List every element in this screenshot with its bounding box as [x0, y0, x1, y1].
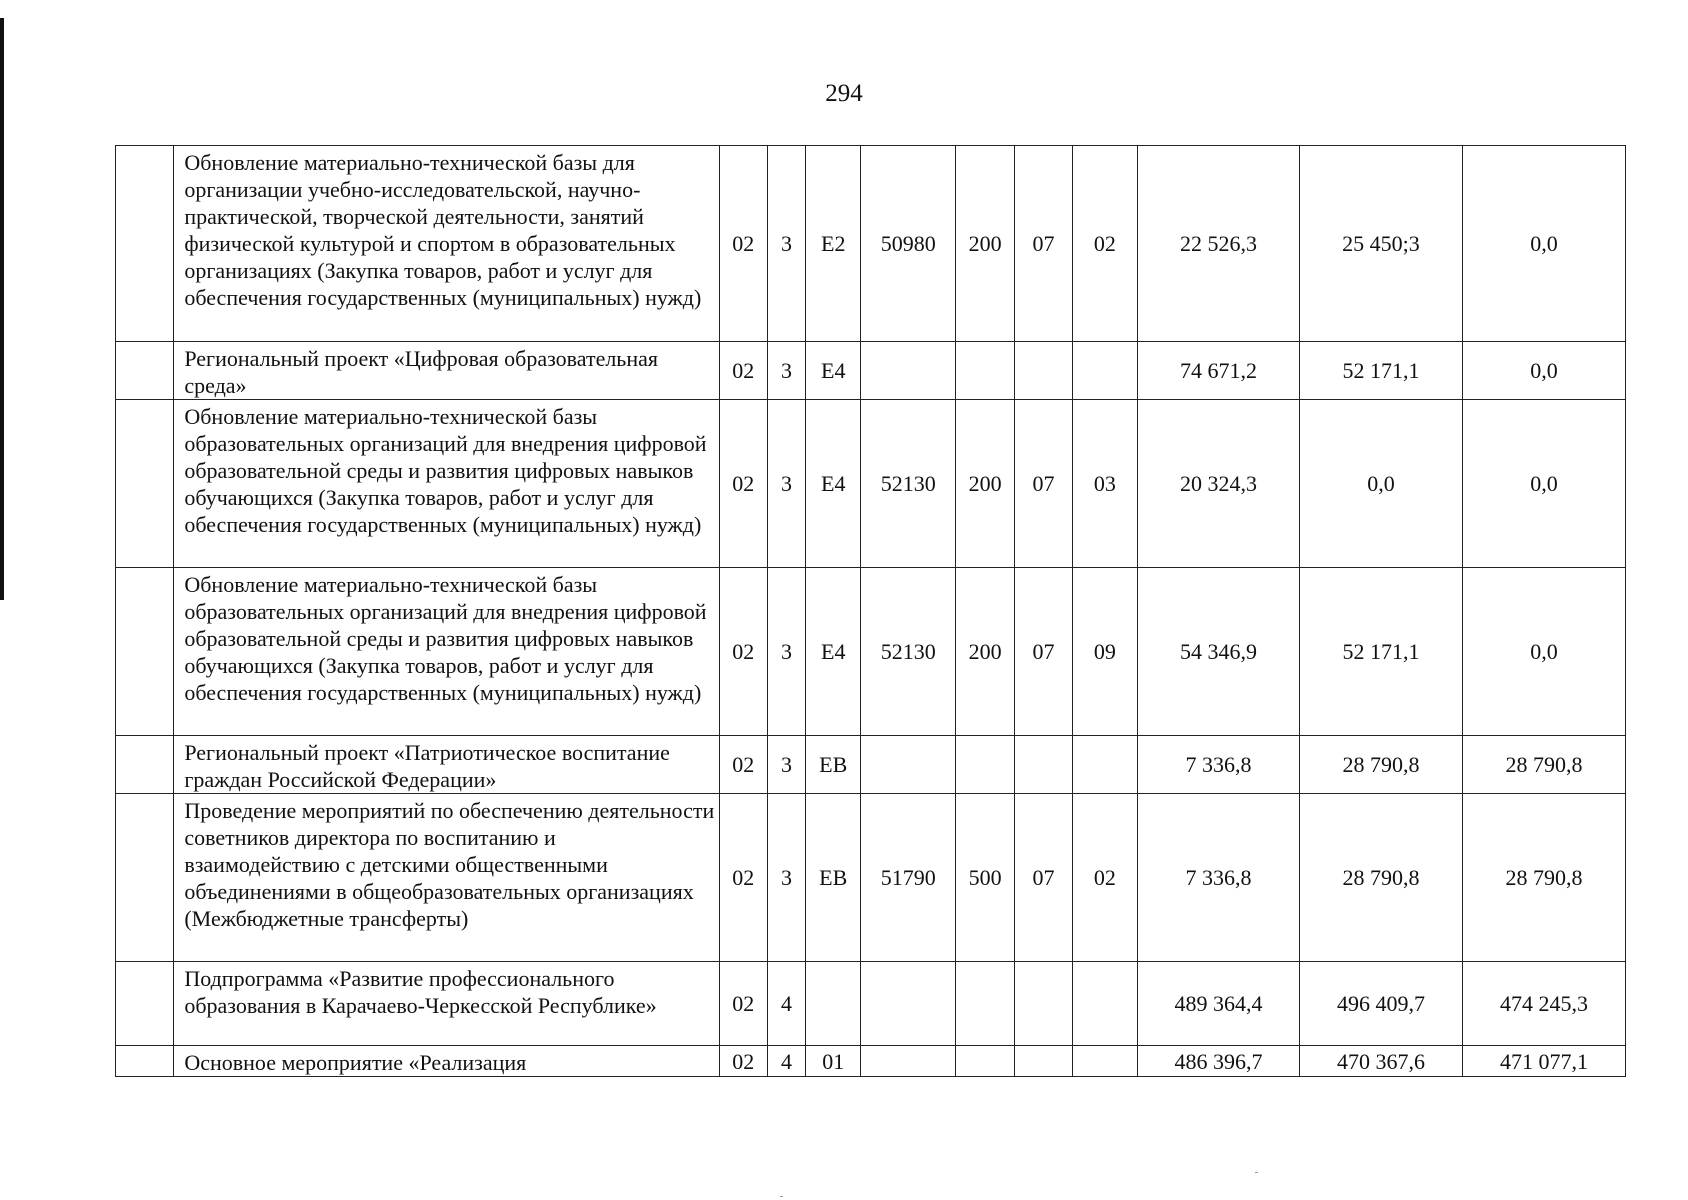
direction-code: [861, 1046, 956, 1077]
row-description: Обновление материально-технической базы для организации учебно-исследовательской, научно-практической, творческой деятельности, занятий физической культурой и спортом в образовательных организациях (Закупка товаров, работ и услуг для обеспечения государственных (муниципальных) нужд): [174, 146, 719, 342]
program-code: 02: [719, 342, 767, 400]
section-code: [1015, 962, 1072, 1046]
row-number-cell: [116, 794, 174, 962]
amount-year-3: 0,0: [1462, 342, 1625, 400]
project-code: E2: [806, 146, 861, 342]
expense-type-code: 200: [955, 146, 1014, 342]
amount-year-2: 470 367,6: [1299, 1046, 1462, 1077]
table-row: [116, 342, 1626, 400]
amount-year-3: 471 077,1: [1462, 1046, 1625, 1077]
direction-code: [861, 342, 956, 400]
row-number-cell: [116, 400, 174, 568]
subsection-code: 02: [1072, 146, 1137, 342]
project-code: [806, 962, 861, 1046]
row-number-cell: [116, 146, 174, 342]
row-number-cell: [116, 342, 174, 400]
expense-type-code: 500: [955, 794, 1014, 962]
subprogram-code: 3: [767, 342, 805, 400]
program-code: 02: [719, 146, 767, 342]
amount-year-2: 52 171,1: [1299, 342, 1462, 400]
program-code: 02: [719, 794, 767, 962]
section-code: 07: [1015, 794, 1072, 962]
scan-speck: [1255, 1172, 1258, 1173]
row-description: Обновление материально-технической базы образовательных организаций для внедрения цифровой образовательной среды и развития цифровых навыков обучающихся (Закупка товаров, работ и услуг для обеспечения государственных (муниципальных) нужд): [174, 568, 719, 736]
amount-year-2: 0,0: [1299, 400, 1462, 568]
subprogram-code: 3: [767, 568, 805, 736]
amount-year-1: 54 346,9: [1138, 568, 1300, 736]
amount-year-3: 0,0: [1462, 146, 1625, 342]
amount-year-2: 28 790,8: [1299, 736, 1462, 794]
expense-type-code: [955, 736, 1014, 794]
direction-code: 50980: [861, 146, 956, 342]
row-description: Обновление материально-технической базы образовательных организаций для внедрения цифровой образовательной среды и развития цифровых навыков обучающихся (Закупка товаров, работ и услуг для обеспечения государственных (муниципальных) нужд): [174, 400, 719, 568]
subprogram-code: 3: [767, 736, 805, 794]
amount-year-1: 7 336,8: [1138, 736, 1300, 794]
amount-year-1: 7 336,8: [1138, 794, 1300, 962]
subsection-code: [1072, 1046, 1137, 1077]
subprogram-code: 4: [767, 1046, 805, 1077]
program-code: 02: [719, 736, 767, 794]
row-description: Проведение мероприятий по обеспечению деятельности советников директора по воспитанию и взаимодействию с детскими общественными объединениями в общеобразовательных организациях (Межбюджетные трансферты): [174, 794, 719, 962]
row-description: Региональный проект «Цифровая образовательная среда»: [174, 342, 719, 400]
amount-year-2: 28 790,8: [1299, 794, 1462, 962]
amount-year-1: 20 324,3: [1138, 400, 1300, 568]
scan-speck: [780, 1196, 783, 1197]
budget-table: [115, 145, 1626, 1077]
amount-year-3: 0,0: [1462, 568, 1625, 736]
project-code: E4: [806, 568, 861, 736]
program-code: 02: [719, 400, 767, 568]
subprogram-code: 3: [767, 400, 805, 568]
program-code: 02: [719, 568, 767, 736]
amount-year-1: 489 364,4: [1138, 962, 1300, 1046]
table-row: [116, 400, 1626, 568]
subsection-code: [1072, 342, 1137, 400]
amount-year-3: 28 790,8: [1462, 794, 1625, 962]
project-code: E4: [806, 342, 861, 400]
section-code: [1015, 736, 1072, 794]
expense-type-code: 200: [955, 568, 1014, 736]
section-code: [1015, 1046, 1072, 1077]
subsection-code: 02: [1072, 794, 1137, 962]
subprogram-code: 3: [767, 794, 805, 962]
amount-year-3: 474 245,3: [1462, 962, 1625, 1046]
amount-year-3: 0,0: [1462, 400, 1625, 568]
page-number: 294: [825, 80, 863, 107]
subsection-code: 09: [1072, 568, 1137, 736]
subsection-code: [1072, 962, 1137, 1046]
table-row: [116, 736, 1626, 794]
expense-type-code: [955, 342, 1014, 400]
row-number-cell: [116, 962, 174, 1046]
amount-year-2: 52 171,1: [1299, 568, 1462, 736]
table-row: [116, 962, 1626, 1046]
subprogram-code: 3: [767, 146, 805, 342]
section-code: 07: [1015, 146, 1072, 342]
program-code: 02: [719, 1046, 767, 1077]
section-code: 07: [1015, 400, 1072, 568]
direction-code: [861, 736, 956, 794]
table-row: [116, 794, 1626, 962]
subsection-code: 03: [1072, 400, 1137, 568]
subsection-code: [1072, 736, 1137, 794]
project-code: EB: [806, 794, 861, 962]
direction-code: 52130: [861, 568, 956, 736]
amount-year-1: 486 396,7: [1138, 1046, 1300, 1077]
table-row: [116, 1046, 1626, 1077]
row-number-cell: [116, 1046, 174, 1077]
subprogram-code: 4: [767, 962, 805, 1046]
row-number-cell: [116, 568, 174, 736]
amount-year-3: 28 790,8: [1462, 736, 1625, 794]
project-code: EB: [806, 736, 861, 794]
amount-year-1: 74 671,2: [1138, 342, 1300, 400]
direction-code: 52130: [861, 400, 956, 568]
expense-type-code: 200: [955, 400, 1014, 568]
program-code: 02: [719, 962, 767, 1046]
row-description: Основное мероприятие «Реализация: [174, 1046, 719, 1077]
amount-year-1: 22 526,3: [1138, 146, 1300, 342]
expense-type-code: [955, 1046, 1014, 1077]
section-code: [1015, 342, 1072, 400]
row-description: Подпрограмма «Развитие профессионального образования в Карачаево-Черкесской Республике»: [174, 962, 719, 1046]
direction-code: 51790: [861, 794, 956, 962]
amount-year-2: 496 409,7: [1299, 962, 1462, 1046]
section-code: 07: [1015, 568, 1072, 736]
table-row: [116, 568, 1626, 736]
amount-year-2: 25 450;3: [1299, 146, 1462, 342]
table-row: [116, 146, 1626, 342]
project-code: E4: [806, 400, 861, 568]
row-description: Региональный проект «Патриотическое воспитание граждан Российской Федерации»: [174, 736, 719, 794]
project-code: 01: [806, 1046, 861, 1077]
expense-type-code: [955, 962, 1014, 1046]
row-number-cell: [116, 736, 174, 794]
direction-code: [861, 962, 956, 1046]
